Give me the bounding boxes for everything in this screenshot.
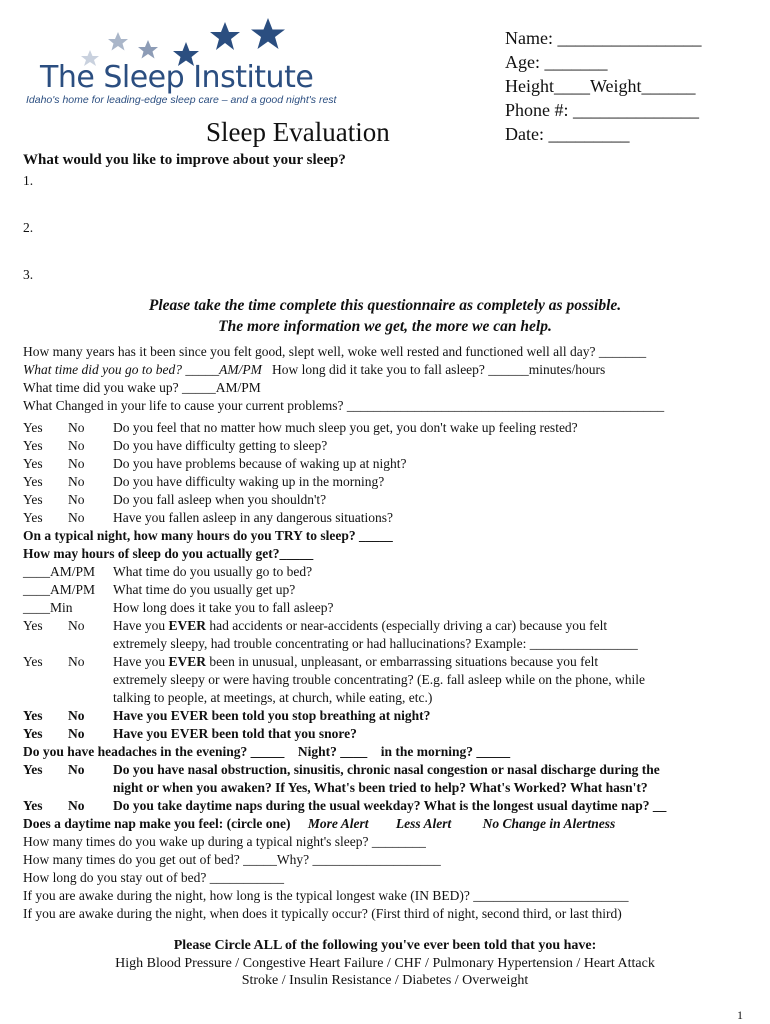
page-title: Sleep Evaluation xyxy=(206,117,390,147)
nap-option-no-change[interactable]: No Change in Alertness xyxy=(482,816,616,831)
no-option[interactable]: No xyxy=(68,510,85,525)
star-icon xyxy=(210,22,240,50)
no-option[interactable]: No xyxy=(68,456,85,471)
conditions-line-2[interactable]: Stroke / Insulin Resistance / Diabetes / Overweight xyxy=(241,973,529,988)
no-option[interactable]: No xyxy=(68,474,85,489)
no-option[interactable]: No xyxy=(68,762,85,777)
accidents-question-cont: extremely sleepy, had trouble concentrating or had hallucinations? Example: ________________ xyxy=(113,636,638,651)
instructions-line-2: The more information we get, the more we can help. xyxy=(218,318,552,335)
yes-option[interactable]: Yes xyxy=(23,438,43,453)
embarrassing-question: Have you EVER been in unusual, unpleasant, or embarrassing situations because you felt xyxy=(113,654,599,669)
star-icon xyxy=(251,18,285,49)
height-weight-field[interactable]: Height____Weight______ xyxy=(505,76,696,96)
fall-asleep-question: How long did it take you to fall asleep? ______minutes/hours xyxy=(271,362,606,377)
try-sleep-hours-question: On a typical night, how many hours do you TRY to sleep? _____ xyxy=(23,528,393,543)
name-field[interactable]: Name: ________________ xyxy=(505,28,702,48)
yes-option[interactable]: Yes xyxy=(23,708,43,723)
phone-field[interactable]: Phone #: ______________ xyxy=(505,100,700,120)
yes-option[interactable]: Yes xyxy=(23,420,43,435)
nap-effect-question: Does a daytime nap make you feel: (circle one) xyxy=(23,816,291,831)
question-text: Do you have difficulty waking up in the morning? xyxy=(113,474,385,489)
no-option[interactable]: No xyxy=(68,654,85,669)
no-option[interactable]: No xyxy=(68,438,85,453)
yes-option[interactable]: Yes xyxy=(23,798,43,813)
yes-option[interactable]: Yes xyxy=(23,726,43,741)
actual-sleep-hours-question: How may hours of sleep do you actually get?_____ xyxy=(23,546,314,561)
nasal-question: Do you have nasal obstruction, sinusitis, chronic nasal congestion or nasal discharge during the xyxy=(113,762,660,777)
conditions-line-1[interactable]: High Blood Pressure / Congestive Heart Failure / CHF / Pulmonary Hypertension / Heart Attack xyxy=(115,956,655,971)
usual-fall-asleep-question: How long does it take you to fall asleep? xyxy=(113,600,334,615)
star-icon xyxy=(108,32,128,51)
yes-option[interactable]: Yes xyxy=(23,510,43,525)
life-change-question: What Changed in your life to cause your current problems? _______________________________________________ xyxy=(23,398,665,413)
bedtime-question: What time did you go to bed? _____AM/PM xyxy=(23,362,262,377)
no-option[interactable]: No xyxy=(68,726,85,741)
yes-option[interactable]: Yes xyxy=(23,762,43,777)
page-number: 1 xyxy=(737,1008,743,1022)
no-option[interactable]: No xyxy=(68,420,85,435)
nap-effect-row xyxy=(23,815,615,833)
no-option[interactable]: No xyxy=(68,798,85,813)
headaches-question: Do you have headaches in the evening? _____ Night? ____ in the morning? _____ xyxy=(23,744,511,759)
stop-breathing-question: Have you EVER been told you stop breathing at night? xyxy=(113,708,431,723)
wake-timing-question: If you are awake during the night, when does it typically occur? (First third of night, second third, or last third) xyxy=(23,906,622,921)
logo-text: The Sleep Institute xyxy=(40,60,314,95)
yes-option[interactable]: Yes xyxy=(23,456,43,471)
usual-fall-asleep-blank[interactable]: ____Min xyxy=(23,600,73,615)
date-field[interactable]: Date: _________ xyxy=(505,124,630,144)
wake-time-question: What time did you wake up? _____AM/PM xyxy=(23,380,261,395)
embarrassing-question-cont: talking to people, at meetings, at church, while eating, etc.) xyxy=(113,690,433,705)
question-text: Do you fall asleep when you shouldn't? xyxy=(113,492,327,507)
stay-out-question: How long do you stay out of bed? ___________ xyxy=(23,870,284,885)
no-option[interactable]: No xyxy=(68,708,85,723)
tagline: Idaho's home for leading-edge sleep care – and a good night's rest xyxy=(26,94,337,106)
naps-question: Do you take daytime naps during the usual weekday? What is the longest usual daytime nap? __ xyxy=(113,798,667,813)
yes-option[interactable]: Yes xyxy=(23,492,43,507)
nap-option-more-alert[interactable]: More Alert xyxy=(307,816,369,831)
question-text: Do you have problems because of waking up at night? xyxy=(113,456,407,471)
question-text: Have you fallen asleep in any dangerous situations? xyxy=(113,510,394,525)
improve-question: What would you like to improve about your sleep? xyxy=(23,152,346,168)
usual-getup-question: What time do you usually get up? xyxy=(113,582,296,597)
embarrassing-question-cont: extremely sleepy or were having trouble concentrating? (E.g. fall asleep while on the phone, while xyxy=(113,672,645,687)
bedtime-question-row xyxy=(23,361,605,379)
years-question: How many years has it been since you felt good, slept well, woke well rested and functioned well all day? _______ xyxy=(23,344,647,359)
age-field[interactable]: Age: _______ xyxy=(505,52,608,72)
star-icon xyxy=(138,40,158,59)
conditions-heading: Please Circle ALL of the following you've ever been told that you have: xyxy=(173,938,597,953)
no-option[interactable]: No xyxy=(68,492,85,507)
snore-question: Have you EVER been told that you snore? xyxy=(113,726,357,741)
usual-bedtime-question: What time do you usually go to bed? xyxy=(113,564,313,579)
out-of-bed-question: How many times do you get out of bed? _____Why? ___________________ xyxy=(23,852,441,867)
yes-option[interactable]: Yes xyxy=(23,474,43,489)
instructions-line-1: Please take the time complete this questionnaire as completely as possible. xyxy=(148,297,622,314)
question-text: Do you feel that no matter how much sleep you get, you don't wake up feeling rested? xyxy=(113,420,578,435)
improve-item-3[interactable]: 3. xyxy=(23,267,34,282)
yes-option[interactable]: Yes xyxy=(23,618,43,633)
longest-wake-question: If you are awake during the night, how long is the typical longest wake (IN BED)? _______________________ xyxy=(23,888,629,903)
no-option[interactable]: No xyxy=(68,618,85,633)
wake-count-question: How many times do you wake up during a typical night's sleep? ________ xyxy=(23,834,426,849)
usual-bedtime-blank[interactable]: ____AM/PM xyxy=(23,564,96,579)
nap-option-less-alert[interactable]: Less Alert xyxy=(395,816,452,831)
nasal-question-cont: night or when you awaken? If Yes, What's been tried to help? What's Worked? What hasn't? xyxy=(113,780,648,795)
improve-item-2[interactable]: 2. xyxy=(23,220,34,235)
usual-getup-blank[interactable]: ____AM/PM xyxy=(23,582,96,597)
yes-option[interactable]: Yes xyxy=(23,654,43,669)
improve-item-1[interactable]: 1. xyxy=(23,173,34,188)
question-text: Do you have difficulty getting to sleep? xyxy=(113,438,328,453)
accidents-question: Have you EVER had accidents or near-accidents (especially driving a car) because you felt xyxy=(113,618,608,633)
